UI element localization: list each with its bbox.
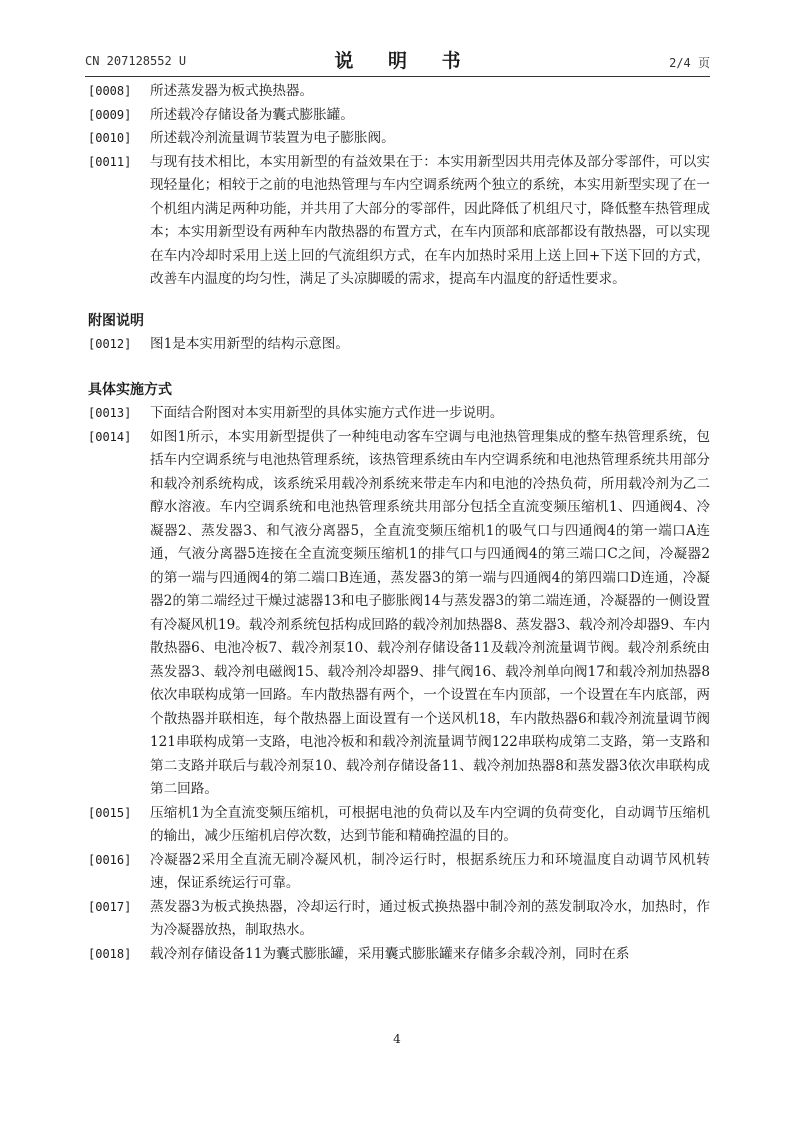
paragraph-text: 图1是本实用新型的结构示意图。 [150,336,349,352]
paragraph [88,80,710,104]
paragraph-text: 所述蒸发器为板式换热器。 [150,83,314,99]
paragraph-text: 冷凝器2采用全直流无刷冷凝风机，制冷运行时，根据系统压力和环境温度自动调节风机转速，保证系统运行可靠。 [150,851,710,891]
section-drawings [88,310,710,357]
paragraph-number: [0012] [88,337,132,351]
paragraph [88,333,710,357]
paragraph [88,104,710,128]
paragraph-text: 载冷剂存储设备11为囊式膨胀罐，采用囊式膨胀罐来存储多余载冷剂，同时在系 [150,945,630,962]
document-body [88,80,710,966]
paragraph-number: [0015] [88,805,132,820]
paragraph-number: [0008] [88,84,132,98]
paragraph-text: 与现有技术相比，本实用新型的有益效果在于：本实用新型因共用壳体及部分零部件，可以实现轻量化；相较于之前的电池热管理与车内空调系统两个独立的系统，本实用新型实现了在一个机组内满足两种功能，并共用了大部分的零部件，因此降低了机组尺寸，降低整车热管理成本；本实用新型设有两种车内散热器的布置方式，在车内顶部和底部都设有散热器，可以实现在车内冷却时采用上送上回的气流组织方式，在车内加热时采用上送上回+下送下回的方式，改善车内温度的均匀性，满足了头凉脚暖的需求，提高车内温度的舒适性要求。 [150,153,710,287]
paragraph-number: [0016] [88,852,132,867]
section-embodiment [88,379,710,967]
paragraph [88,943,710,967]
patent-number: CN 207128552 U [85,54,187,68]
paragraph-text: 压缩机1为全直流变频压缩机，可根据电池的负荷以及车内空调的负荷变化，自动调节压缩机的输出，减少压缩机启停次数，达到节能和精确控温的目的。 [150,804,710,844]
paragraph-text: 如图1所示，本实用新型提供了一种纯电动客车空调与电池热管理集成的整车热管理系统，包括车内空调系统与电池热管理系统，该热管理系统由车内空调系统和电池热管理系统共用部分和载冷剂系统构成，该系统采用载冷剂系统来带走车内和电池的冷热负荷，所用载冷剂为乙二醇水溶液。车内空调系统和电池热管理系统共用部分包括全直流变频压缩机1、四通阀4、冷凝器2、蒸发器3、和气液分离器5，全直流变频压缩机1的吸气口与四通阀4的第一端口A连通，气液分离器5连接在全直流变频压缩机1的排气口与四通阀4的第三端口C之间，冷凝器2的第一端与四通阀4的第二端口B连通，蒸发器3的第一端与四通阀4的第四端口D连通，冷凝器2的第二端经过干燥过滤器13和电子膨胀阀14与蒸发器3的第二端连通，冷凝器的一侧设置有冷凝风机19。载冷剂系统包括构成回路的载冷剂加热器8、蒸发器3、载冷剂冷却器9、车内散热器6、电池冷板7、载冷剂泵10、载冷剂存储设备11及载冷剂流量调节阀。载冷剂系统由蒸发器3、载冷剂电磁阀15、载冷剂冷却器9、排气阀16、载冷剂单向阀17和载冷剂加热器8依次串联构成第一回路。车内散热器有两个，一个设置在车内顶部，一个设置在车内底部，两个散热器并联相连，每个散热器上面设置有一个送风机18，车内散热器6和载冷剂流量调节阀121串联构成第一支路，电池冷板和和载冷剂流量调节阀122串联构成第二支路，第一支路和第二支路并联后与载冷剂泵10、载冷剂存储设备11、载冷剂加热器8和蒸发器3依次串联构成第二回路。 [150,428,710,797]
paragraph-number: [0014] [88,429,132,444]
paragraph [88,127,710,151]
paragraph [88,402,710,426]
paragraph [88,151,710,292]
paragraph-text: 下面结合附图对本实用新型的具体实施方式作进一步说明。 [150,405,504,421]
paragraph-text: 所述载冷剂流量调节装置为电子膨胀阀。 [150,130,395,146]
section-heading: 具体实施方式 [88,381,172,398]
paragraph-number: [0018] [88,946,132,961]
page-number: 4 [393,1032,401,1046]
paragraph [88,426,710,802]
paragraph [88,896,710,943]
page-count: 2/4 页 [669,56,710,70]
paragraph [88,849,710,896]
section-heading: 附图说明 [88,312,144,329]
paragraph-number: [0017] [88,899,132,914]
paragraph-text: 所述载冷存储设备为囊式膨胀罐。 [150,106,354,123]
paragraph-number: [0009] [88,107,132,122]
paragraph-number: [0010] [88,131,132,145]
section-intro [88,80,710,292]
paragraph-text: 蒸发器3为板式换热器，冷却运行时，通过板式换热器中制冷剂的蒸发制取冷水，加热时，作为冷凝器放热，制取热水。 [150,898,710,938]
document-title: 说 明 书 [334,50,475,72]
paragraph-number: [0013] [88,406,132,420]
page-header [85,46,710,77]
paragraph-number: [0011] [88,154,132,169]
paragraph [88,802,710,849]
